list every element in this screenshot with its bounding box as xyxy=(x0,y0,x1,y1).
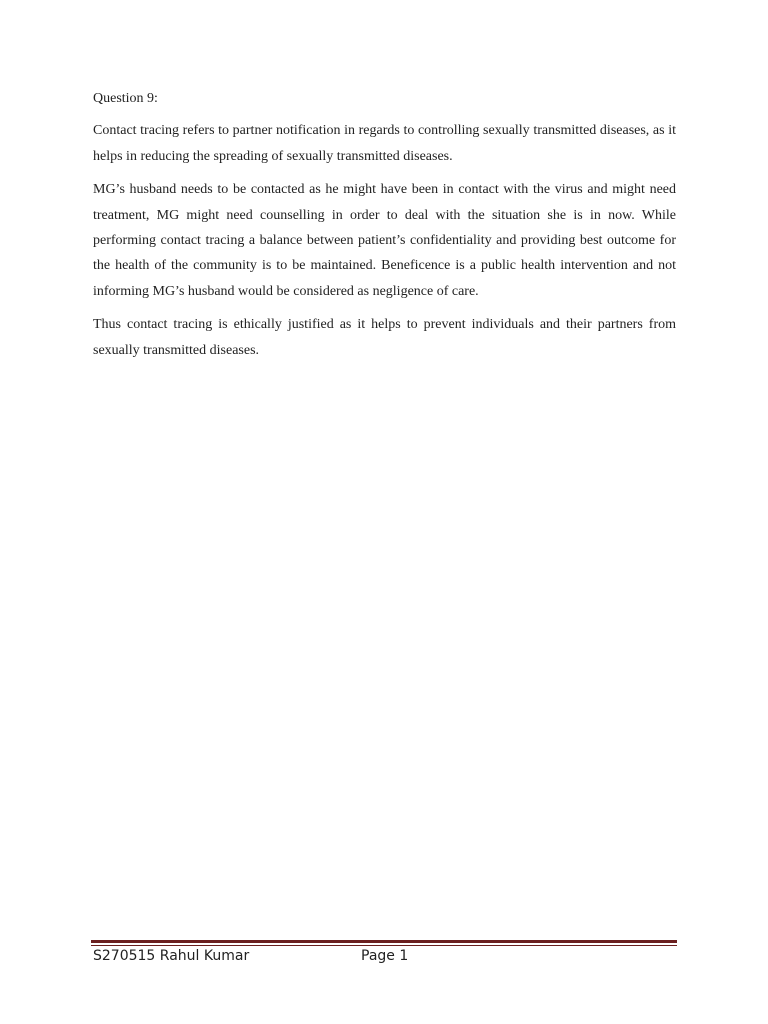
question-heading: Question 9: xyxy=(93,91,158,106)
paragraph-contact-tracing-definition: Contact tracing refers to partner notification in regards to controlling sexually transmitted diseases, as it helps in reducing the spreading of sexually transmitted diseases. xyxy=(93,123,676,164)
footer-divider-thick xyxy=(91,940,677,943)
footer-page-number: Page 1 xyxy=(361,948,409,964)
paragraph-husband-contact: MG’s husband needs to be contacted as he might have been in contact with the virus and might need treatment, MG might need counselling in order to deal with the situation she is in now. While performing contact tracing a balance between patient’s confidentiality and providing best outcome for the health of the community is to be maintained. Beneficence is a public health intervention and not informing MG’s husband would be considered as negligence of care. xyxy=(93,182,676,299)
footer-author: S270515 Rahul Kumar xyxy=(93,948,250,964)
page-footer xyxy=(93,948,676,968)
paragraph-conclusion: Thus contact tracing is ethically justified as it helps to prevent individuals and their partners from sexually transmitted diseases. xyxy=(93,317,676,358)
footer-divider-thin xyxy=(91,945,677,946)
document-body xyxy=(93,86,676,371)
